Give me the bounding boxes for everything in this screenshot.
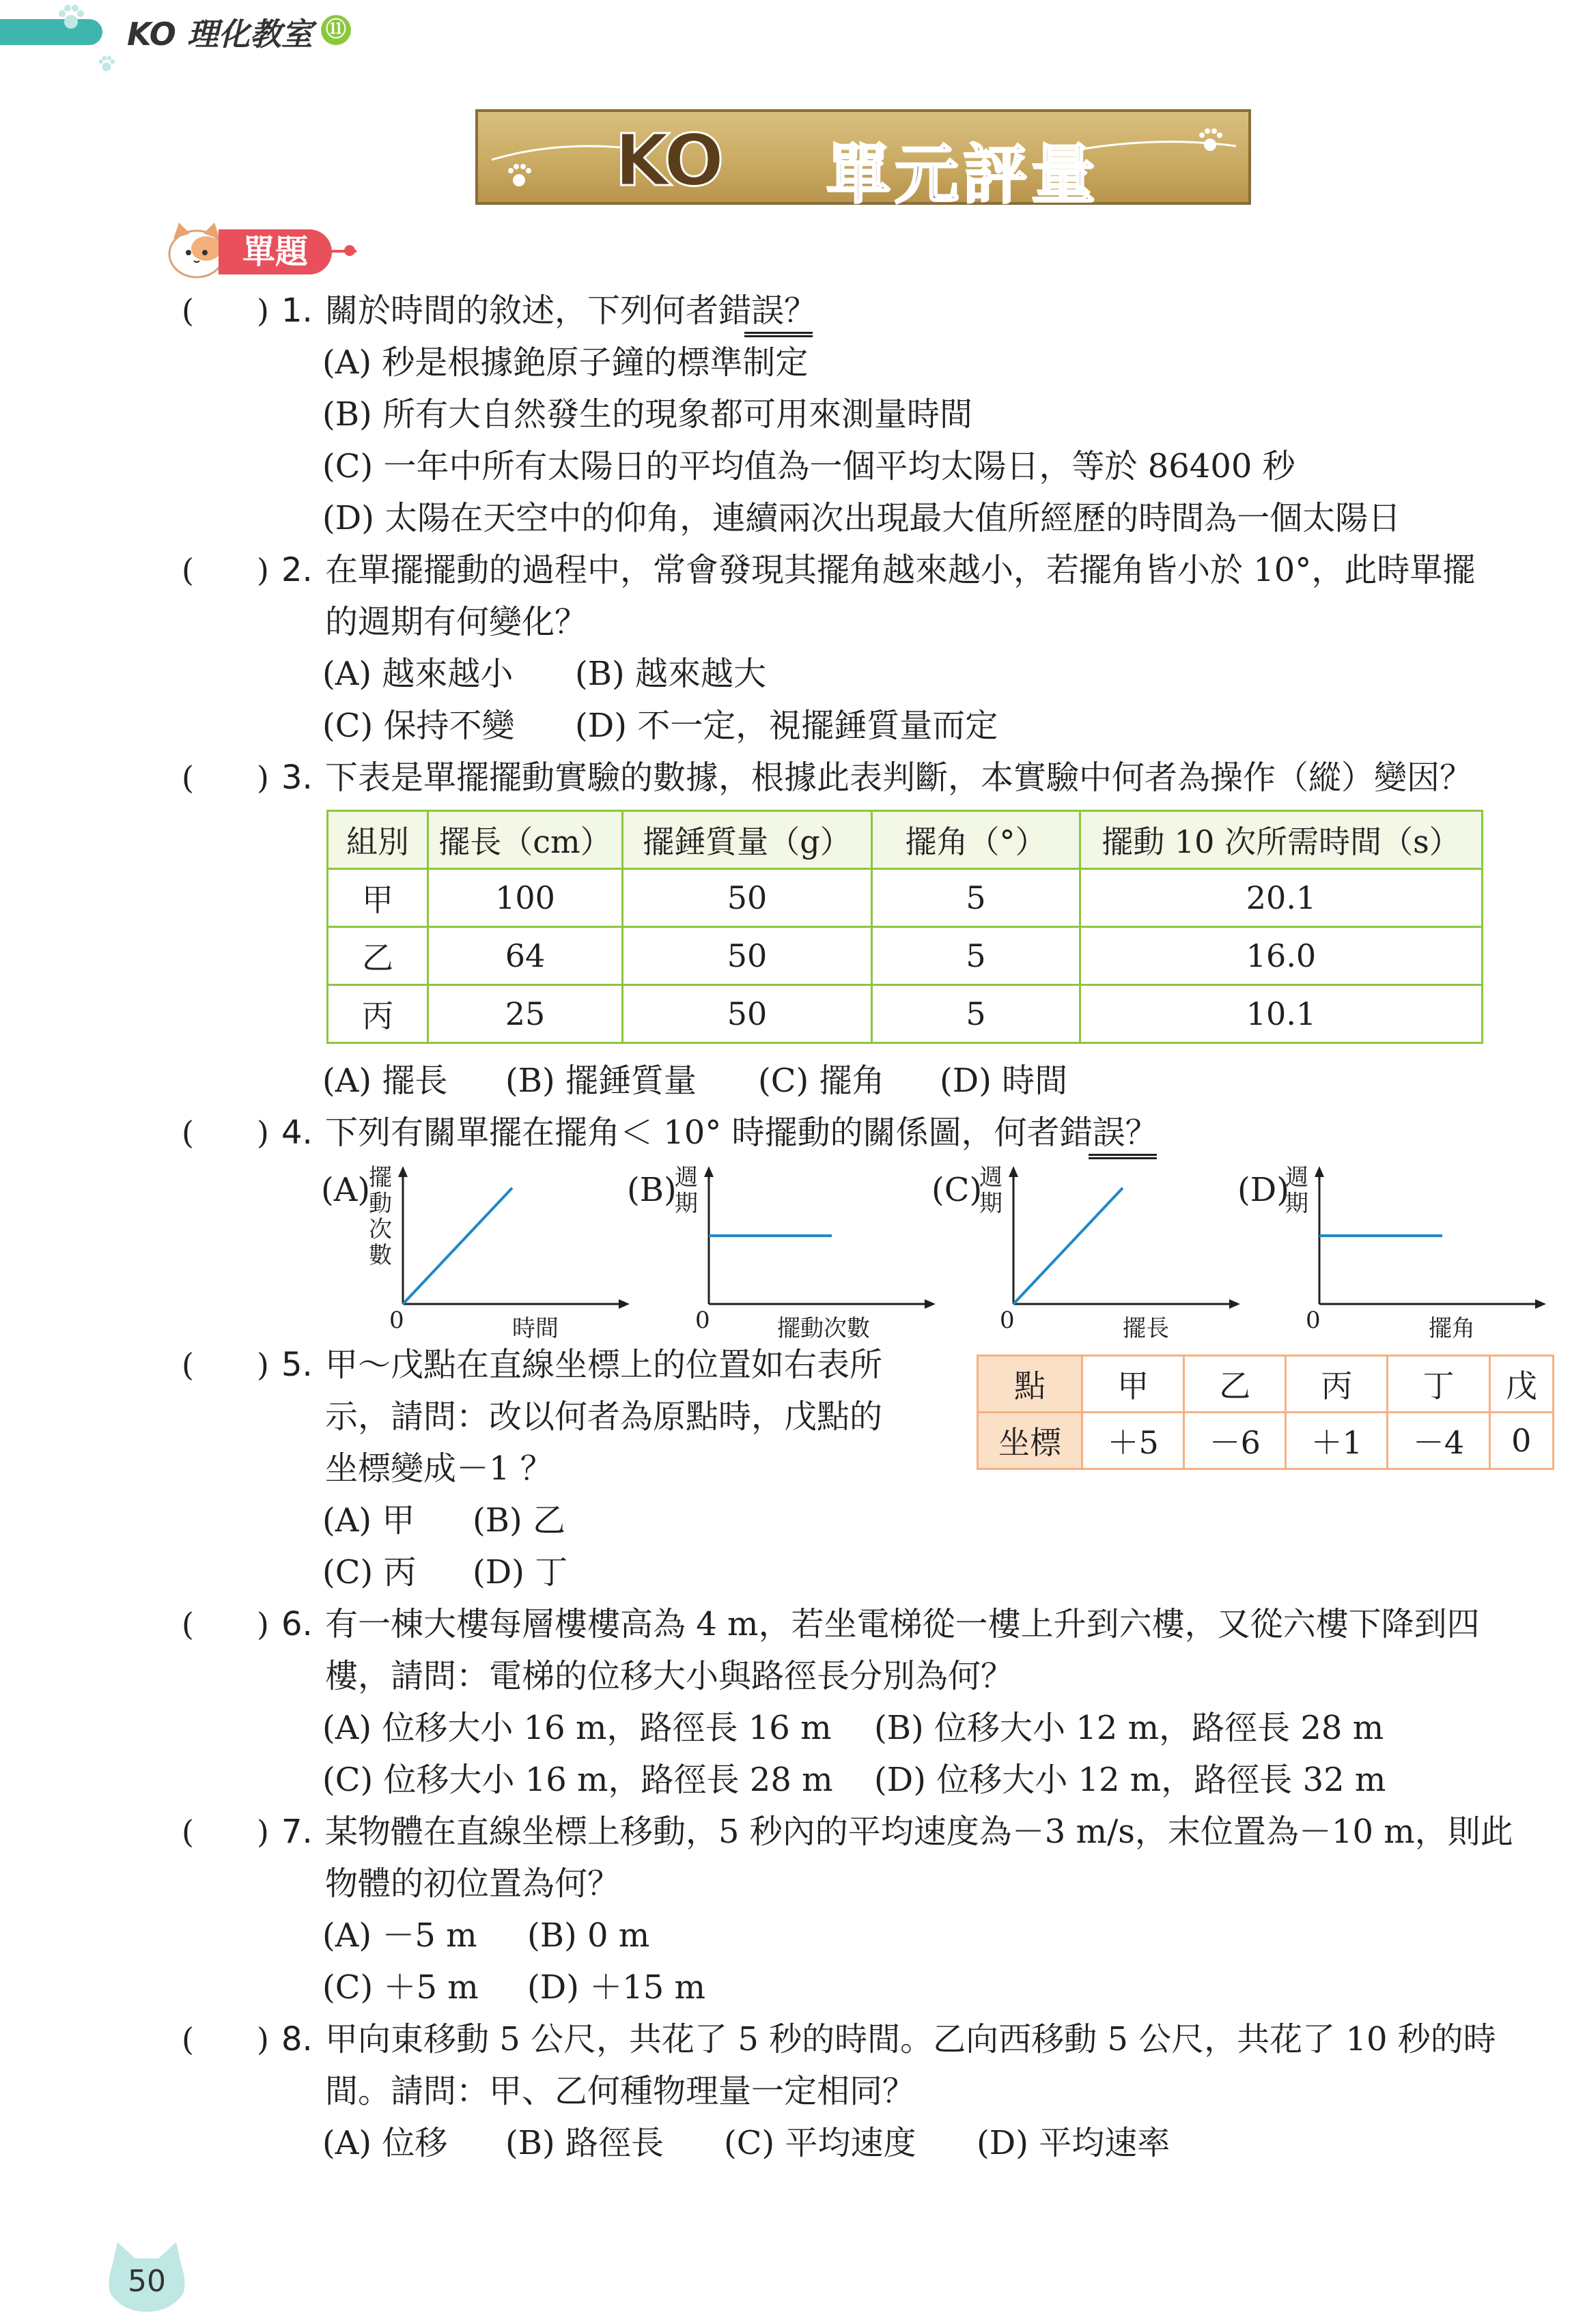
question-stem: 坐標變成－1 ？ [325,1449,553,1488]
table-header: 組別 [328,811,428,869]
option: (D) 丁 [473,1553,568,1591]
table-cell: 16.0 [1080,927,1483,985]
unit-assessment-banner [475,109,1251,212]
table-cell: ＋1 [1286,1413,1388,1469]
option: (B) 位移大小 12 m，路徑長 28 m [874,1709,1384,1747]
table-row [328,869,1483,927]
question-number: 7. [281,1813,313,1851]
table-header: 點 [978,1356,1082,1413]
question-number: 4. [281,1114,313,1152]
table-cell: 0 [1489,1413,1553,1469]
option: (A) 位移 [322,2124,448,2162]
question-stem: 甲～戊點在直線坐標上的位置如右表所 [325,1346,883,1384]
table-cell: 50 [623,927,872,985]
book-title: KO 理化教室 [127,16,313,53]
table-header: 擺動 10 次所需時間（s） [1080,811,1483,869]
answer-paren[interactable]: ( ) [182,1114,269,1151]
question-stem: 物體的初位置為何？ [325,1865,621,1903]
answer-paren[interactable]: ( ) [182,1606,269,1643]
graph-line [403,1188,512,1304]
table-cell: 乙 [328,927,428,985]
graph-axes [389,1161,635,1311]
pendulum-data-table [326,810,1483,1044]
table-row [978,1356,1554,1413]
volume-badge: ⑪ [321,15,351,45]
option: (B) 0 m [527,1916,650,1955]
graph-origin-label: 0 [1000,1307,1015,1334]
question-stem: 間。請問：甲、乙何種物理量一定相同？ [325,2072,916,2110]
table-cell: －4 [1388,1413,1489,1469]
graph-x-axis-label: 擺角 [1429,1315,1475,1342]
graph-y-axis-label: 週期 [675,1164,698,1217]
option: (C) 位移大小 16 m，路徑長 28 m [322,1761,833,1799]
graph-y-axis-label: 週期 [1285,1164,1308,1217]
table-cell: 50 [623,985,872,1043]
question-stem: 甲向東移動 5 公尺，共花了 5 秒的時間。乙向西移動 5 公尺，共花了 10 秒的時 [325,2020,1496,2058]
table-cell: 100 [428,869,623,927]
table-cell: 戊 [1489,1356,1553,1413]
graph-y-axis-label: 擺動次數 [369,1164,392,1269]
header-bar [0,19,102,45]
table-cell: 丙 [1286,1356,1388,1413]
question-stem: 有一棟大樓每層樓樓高為 4 m，若坐電梯從一樓上升到六樓，又從六樓下降到四 [325,1605,1480,1643]
option: (D) 不一定，視擺錘質量而定 [575,707,998,745]
question-number: 8. [281,2020,313,2058]
question-stem: 的週期有何變化？ [325,603,588,641]
graph-option-label: (C) [931,1171,983,1209]
page-number: 50 [128,2264,166,2299]
table-cell: 5 [872,927,1080,985]
graph-origin-label: 0 [695,1307,710,1334]
option: (C) 擺角 [758,1062,885,1100]
question-number: 5. [281,1346,313,1384]
emphasis-mark [1089,1154,1157,1159]
emphasis-mark [744,332,813,337]
section-label-dot [344,245,355,256]
question-stem: 下列有關單擺在擺角＜ 10° 時擺動的關係圖，何者錯誤？ [325,1114,1158,1152]
answer-paren[interactable]: ( ) [182,759,269,796]
table-cell: 丙 [328,985,428,1043]
section-label: 單題 [219,229,332,274]
table-header: 擺錘質量（g） [623,811,872,869]
table-cell: 20.1 [1080,869,1483,927]
table-row [328,985,1483,1043]
x-axis-arrow [1535,1299,1546,1309]
coordinate-table [977,1355,1554,1470]
question-number: 6. [281,1605,313,1643]
table-cell: 5 [872,869,1080,927]
table-cell: 25 [428,985,623,1043]
question-stem: 某物體在直線坐標上移動，5 秒內的平均速度為－3 m/s，末位置為－10 m，則此 [325,1813,1513,1851]
option: (A) 秒是根據銫原子鐘的標準制定 [322,343,809,382]
graph-axes [695,1161,941,1311]
x-axis-arrow [925,1299,936,1309]
table-cell: 10.1 [1080,985,1483,1043]
option: (A) 甲 [322,1501,415,1540]
answer-paren[interactable]: ( ) [182,552,269,589]
graph-origin-label: 0 [389,1307,404,1334]
table-cell: 5 [872,985,1080,1043]
graph-x-axis-label: 擺動次數 [777,1315,870,1342]
paw-icon [56,3,86,33]
graph-option-label: (B) [627,1171,677,1209]
option: (A) －5 m [322,1916,477,1955]
y-axis-arrow [704,1166,714,1177]
question-number: 2. [281,551,313,589]
table-row [978,1413,1554,1469]
y-axis-arrow [1315,1166,1324,1177]
x-axis-arrow [619,1299,630,1309]
question-stem: 下表是單擺擺動實驗的數據，根據此表判斷，本實驗中何者為操作（縱）變因？ [325,759,1473,797]
question-stem: 關於時間的敘述，下列何者錯誤？ [325,292,817,330]
option: (D) 位移大小 12 m，路徑長 32 m [874,1761,1386,1799]
answer-paren[interactable]: ( ) [182,1813,269,1850]
table-header: 擺長（cm） [428,811,623,869]
option: (A) 擺長 [322,1062,448,1100]
option: (C) 保持不變 [322,707,515,745]
option: (B) 擺錘質量 [505,1062,697,1100]
question-number: 3. [281,759,313,797]
option: (A) 位移大小 16 m，路徑長 16 m [322,1709,832,1747]
table-cell: 乙 [1184,1356,1286,1413]
table-cell: 甲 [1082,1356,1184,1413]
option: (C) 一年中所有太陽日的平均值為一個平均太陽日，等於 86400 秒 [322,447,1295,485]
graph-origin-label: 0 [1306,1307,1321,1334]
option: (D) 時間 [940,1062,1068,1100]
paw-icon-small [97,55,116,74]
graph-axes [1306,1161,1552,1311]
option: (C) 丙 [322,1553,417,1591]
table-cell: 丁 [1388,1356,1489,1413]
banner-logo: KO [615,119,722,202]
x-axis-arrow [1229,1299,1240,1309]
question-number: 1. [281,292,313,330]
option: (A) 越來越小 [322,655,514,693]
table-header: 坐標 [978,1413,1082,1469]
option: (B) 路徑長 [505,2124,664,2162]
option: (D) ＋15 m [527,1968,706,2007]
option: (B) 乙 [473,1501,565,1540]
graph-x-axis-label: 擺長 [1123,1315,1169,1342]
graph-x-axis-label: 時間 [512,1315,559,1342]
graph-y-axis-label: 週期 [979,1164,1002,1217]
graph-axes [1000,1161,1246,1311]
option: (D) 平均速率 [977,2124,1170,2162]
question-stem: 在單擺擺動的過程中，常會發現其擺角越來越小，若擺角皆小於 10°，此時單擺 [325,551,1476,589]
question-stem: 示，請問：改以何者為原點時，戊點的 [325,1398,883,1436]
option: (B) 越來越大 [575,655,766,693]
answer-paren[interactable]: ( ) [182,2021,269,2058]
graph-option-label: (A) [321,1171,371,1209]
graph-line [1013,1188,1123,1304]
answer-paren[interactable]: ( ) [182,292,269,329]
option: (B) 所有大自然發生的現象都可用來測量時間 [322,395,972,434]
table-cell: ＋5 [1082,1413,1184,1469]
graph-option-label: (D) [1237,1171,1289,1209]
y-axis-arrow [398,1166,408,1177]
question-stem: 樓，請問：電梯的位移大小與路徑長分別為何？ [325,1657,1014,1695]
option: (C) 平均速度 [724,2124,916,2162]
banner-title: 單元評量 [826,138,1100,212]
option: (D) 太陽在天空中的仰角，連續兩次出現最大值所經歷的時間為一個太陽日 [322,499,1401,537]
y-axis-arrow [1009,1166,1018,1177]
table-cell: 50 [623,869,872,927]
table-header: 擺角（°） [872,811,1080,869]
table-cell: －6 [1184,1413,1286,1469]
table-cell: 64 [428,927,623,985]
table-row [328,927,1483,985]
answer-paren[interactable]: ( ) [182,1346,269,1383]
option: (C) ＋5 m [322,1968,479,2007]
table-cell: 甲 [328,869,428,927]
